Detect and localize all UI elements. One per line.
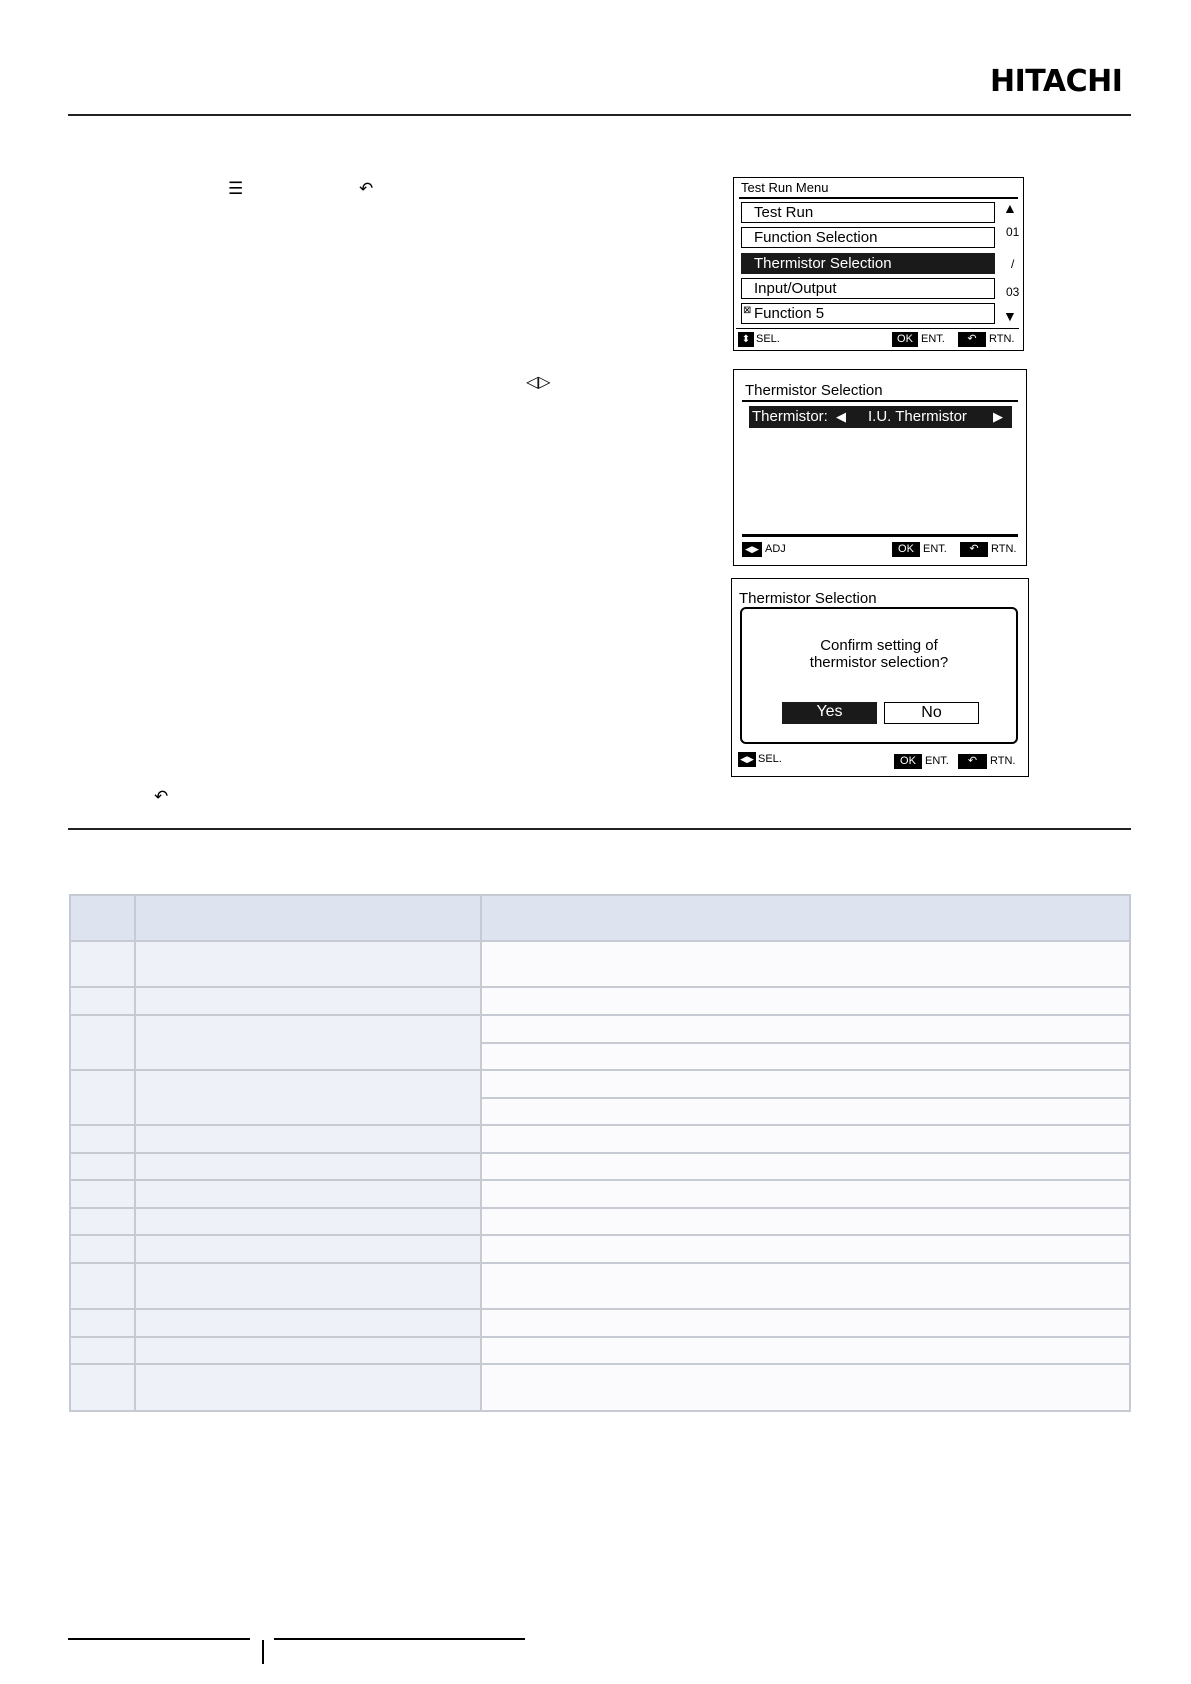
field-label: Thermistor: xyxy=(752,408,828,425)
section-rule xyxy=(68,828,1131,830)
menu-icon: ☰ xyxy=(228,179,244,199)
no-button[interactable]: No xyxy=(884,702,979,724)
table-row xyxy=(70,1015,1130,1043)
title-rule xyxy=(742,400,1018,402)
table-row xyxy=(70,987,1130,1015)
table-row xyxy=(70,1070,1130,1098)
table-row xyxy=(70,1235,1130,1263)
ok-key[interactable]: OK xyxy=(892,332,918,347)
field-value: I.U. Thermistor xyxy=(868,408,967,425)
header-rule xyxy=(68,114,1131,116)
footer-divider xyxy=(262,1640,264,1664)
test-run-menu-screen xyxy=(733,177,1024,351)
locked-icon: ⊠ xyxy=(743,305,752,316)
menu-item-thermistor-selection[interactable]: Thermistor Selection xyxy=(741,253,995,274)
thermistor-table xyxy=(69,894,1131,1412)
footer-sel-label: SEL. xyxy=(758,753,782,765)
message-line-1: Confirm setting of xyxy=(820,637,938,654)
page-total: 03 xyxy=(1006,285,1020,299)
footer-rule xyxy=(742,534,1018,537)
right-arrow-icon[interactable]: ▶ xyxy=(993,409,1003,424)
footer-ent-label: ENT. xyxy=(923,543,947,555)
return-key-icon[interactable]: ↶ xyxy=(958,754,987,769)
menu-item-test-run[interactable]: Test Run xyxy=(741,202,995,223)
table-row xyxy=(70,1125,1130,1153)
footer-rule-left xyxy=(68,1638,250,1640)
menu-item-label: Function 5 xyxy=(754,305,825,322)
ok-key[interactable]: OK xyxy=(892,542,920,557)
confirm-screen xyxy=(731,578,1029,777)
table-row xyxy=(70,1337,1130,1364)
scroll-up-icon[interactable]: ▲ xyxy=(1003,200,1017,216)
table-header-cell xyxy=(481,895,1130,941)
confirm-dialog xyxy=(740,607,1018,744)
footer-rtn-label: RTN. xyxy=(990,755,1016,767)
screen-title: Thermistor Selection xyxy=(739,590,877,607)
left-arrow-icon[interactable]: ◀ xyxy=(836,409,846,424)
confirm-message xyxy=(742,637,1016,671)
table-row xyxy=(70,1309,1130,1337)
screen-title: Test Run Menu xyxy=(741,180,829,195)
footer-rtn-label: RTN. xyxy=(991,543,1017,555)
brand-logo: HITACHI xyxy=(990,64,1123,99)
message-line-2: thermistor selection? xyxy=(809,654,949,671)
adjust-arrows-icon: ◀▶ xyxy=(742,542,762,557)
left-right-arrows-icon: ◁▷ xyxy=(526,372,551,391)
table-header-cell xyxy=(135,895,481,941)
table-row xyxy=(70,1153,1130,1180)
footer-sel-label: SEL. xyxy=(756,333,780,345)
table-header-cell xyxy=(70,895,135,941)
select-arrows-icon: ◀▶ xyxy=(738,752,756,767)
title-rule xyxy=(739,197,1018,199)
table-row xyxy=(70,1364,1130,1411)
footer-ent-label: ENT. xyxy=(925,755,949,767)
footer-rtn-label: RTN. xyxy=(989,333,1015,345)
screen-title: Thermistor Selection xyxy=(745,382,883,399)
yes-button[interactable]: Yes xyxy=(782,702,877,724)
footer-rule xyxy=(736,328,1019,329)
scroll-down-icon[interactable]: ▼ xyxy=(1003,308,1017,324)
return-key-icon[interactable]: ↶ xyxy=(960,542,988,557)
page-current: 01 xyxy=(1006,225,1020,239)
return-key-icon[interactable]: ↶ xyxy=(958,332,986,347)
footer-ent-label: ENT. xyxy=(921,333,945,345)
ok-key[interactable]: OK xyxy=(894,754,922,769)
menu-item-function-5[interactable] xyxy=(741,303,995,324)
thermistor-selection-screen xyxy=(733,369,1027,566)
menu-item-input-output[interactable]: Input/Output xyxy=(741,278,995,299)
table-row xyxy=(70,941,1130,987)
footer-adj-label: ADJ xyxy=(765,543,786,555)
footer-rule-right xyxy=(274,1638,525,1640)
menu-item-function-selection[interactable]: Function Selection xyxy=(741,227,995,248)
page-separator: / xyxy=(1011,257,1015,271)
table-row xyxy=(70,1180,1130,1208)
select-arrows-icon: ⬍ xyxy=(738,332,754,347)
return-icon: ↶ xyxy=(154,787,169,807)
return-icon: ↶ xyxy=(359,179,374,199)
table-row xyxy=(70,1208,1130,1235)
thermistor-field[interactable] xyxy=(749,406,1012,428)
table-row xyxy=(70,1263,1130,1309)
